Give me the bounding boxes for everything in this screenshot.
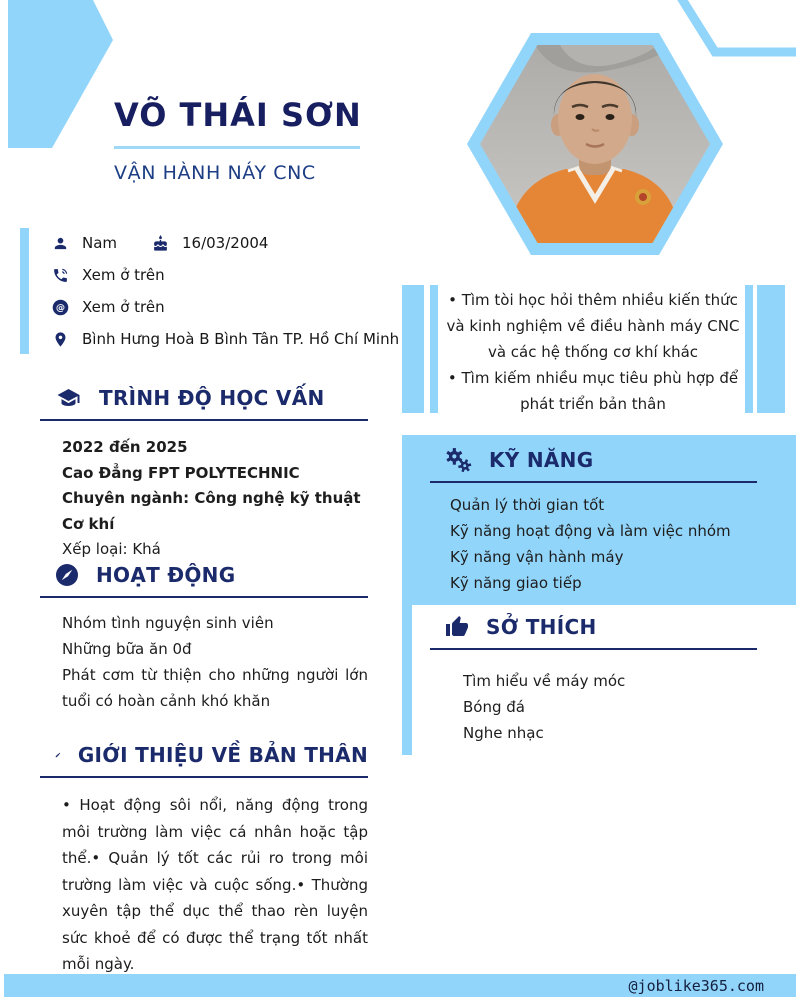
skills-panel [402,435,796,605]
contact-accent-bar [20,228,29,354]
hobbies-accent-bar [402,605,412,755]
objective-accent-bar [430,285,438,413]
section-activities-header [40,563,368,598]
photo-hexagon-frame [467,33,723,255]
section-education-header [40,386,368,421]
candidate-name: VÕ THÁI SƠN [114,96,362,134]
education-school: Cao Đẳng FPT POLYTECHNIC [62,463,300,482]
skill-item: Kỹ năng hoạt động và làm việc nhóm [450,522,731,540]
graduation-cap-icon [55,386,82,410]
person-icon [52,235,69,252]
skill-item: Quản lý thời gian tốt [450,496,605,514]
education-grade: Xếp loại: Khá [62,540,161,558]
objective-bullet: • Tìm tòi học hỏi thêm nhiều kiến thức và kinh nghiệm về điều hành máy CNC và các hệ thống cơ khí khác [446,291,740,361]
section-hobbies-header [430,615,757,650]
pencil-icon [55,743,61,767]
svg-text:@: @ [55,302,66,314]
footer-watermark: @joblike365.com [628,976,764,995]
address-value: Bình Hưng Hoà B Bình Tân TP. Hồ Chí Minh [82,330,400,348]
top-left-decoration [0,0,120,150]
activities-list [62,610,368,714]
activity-item: Những bữa ăn 0đ [62,640,192,658]
thumbs-up-icon [445,615,469,639]
activity-item: Phát cơm từ thiện cho những người lớn tuổi có hoàn cảnh khó khăn [62,666,368,710]
section-title-about: GIỚI THIỆU VỀ BẢN THÂN [77,743,368,767]
contact-row-gender-birthday [52,228,412,258]
candidate-title: VẬN HÀNH NÁY CNC [114,162,316,184]
gender-value: Nam [82,234,118,252]
section-title-skills: KỸ NĂNG [489,447,594,472]
contact-row-email [52,292,412,322]
about-text: • Hoạt động sôi nổi, năng động trong môi trường làm việc cá nhân hoặc tập thể.• Quản lý tốt các rủi ro trong môi trường làm việc và cuộc sống.• Thường xuyên tập thể dục thể thao rèn luyện sức khoẻ để có được thể trạng tốt nhất mỗi ngày. [62,796,368,973]
section-title-education: TRÌNH ĐỘ HỌC VẤN [99,386,325,410]
section-about-header [40,743,368,778]
objective-accent-bar [745,285,753,413]
contact-row-address [52,324,412,354]
education-period: 2022 đến 2025 [62,438,188,456]
email-value: Xem ở trên [82,298,165,316]
activity-item: Nhóm tình nguyện sinh viên [62,614,274,632]
objective-accent-bar [757,285,785,413]
hobbies-list [463,668,625,746]
hobby-item: Nghe nhạc [463,724,544,742]
objective-accent-bar [402,285,424,413]
education-details [62,435,368,563]
gears-icon [445,447,472,472]
phone-value: Xem ở trên [82,266,165,284]
contact-row-phone [52,260,412,290]
hobby-item: Bóng đá [463,698,525,716]
objective-text [443,287,743,417]
section-skills-header [430,447,757,483]
footer-bar [4,974,796,997]
name-underline [114,146,360,149]
skill-item: Kỹ năng giao tiếp [450,574,582,592]
section-title-hobbies: SỞ THÍCH [486,615,597,639]
skill-item: Kỹ năng vận hành máy [450,548,624,566]
objective-bullet: • Tìm kiếm nhiều mục tiêu phù hợp để phát triển bản thân [447,369,739,413]
section-title-activities: HOẠT ĐỘNG [96,563,236,587]
skills-list [450,492,731,596]
location-pin-icon [52,331,69,348]
education-major: Chuyên ngành: Công nghệ kỹ thuật Cơ khí [62,489,361,533]
birthday-pair [152,234,268,252]
birthday-value: 16/03/2004 [182,234,269,252]
phone-icon [52,267,69,284]
cake-icon [152,235,169,252]
hobby-item: Tìm hiểu về máy móc [463,672,626,690]
at-icon [52,299,69,316]
compass-icon [55,563,79,587]
profile-photo [480,45,710,243]
